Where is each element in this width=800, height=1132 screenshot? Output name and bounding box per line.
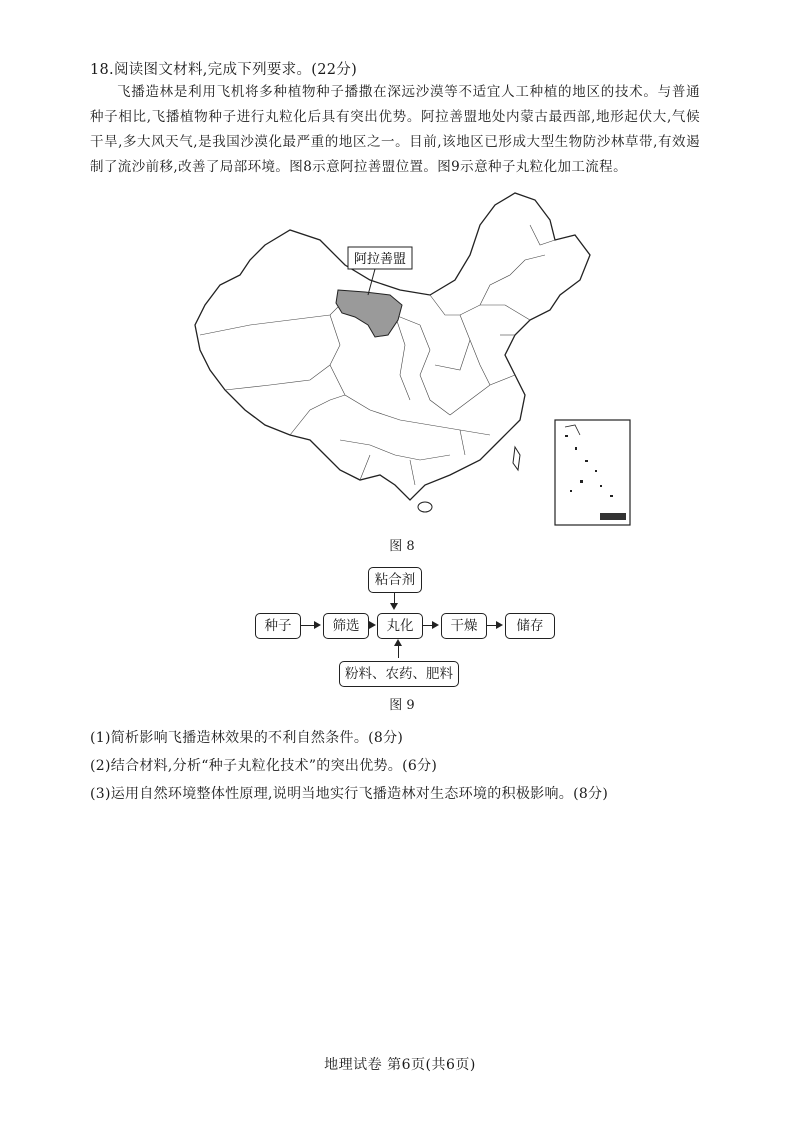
inset-scale-bar [600, 513, 626, 520]
alxa-label: 阿拉善盟 [353, 252, 407, 267]
flow-box-screening: 筛选 [323, 613, 369, 639]
arrow-binder-down [394, 593, 395, 608]
flow-box-drying: 干燥 [441, 613, 487, 639]
china-map-svg [170, 185, 650, 530]
flow-box-materials: 粉料、农药、肥料 [339, 661, 459, 687]
hainan-island [418, 502, 432, 512]
arrow-4 [487, 625, 501, 626]
arrow-2 [369, 625, 374, 626]
figure-8-caption: 图 8 [389, 539, 415, 554]
arrow-1 [301, 625, 319, 626]
taiwan-island [513, 447, 520, 470]
subquestion-1: (1)简析影响飞播造林效果的不利自然条件。(8分) [90, 730, 404, 746]
subquestion-3: (3)运用自然环境整体性原理,说明当地实行飞播造林对生态环境的积极影响。(8分) [90, 786, 609, 802]
flow-box-pelleting: 丸化 [377, 613, 423, 639]
question-heading: 18.阅读图文材料,完成下列要求。(22分) [90, 62, 358, 78]
page-footer: 地理试卷 第6页(共6页) [324, 1057, 476, 1073]
figure-9-caption: 图 9 [389, 698, 415, 713]
flow-box-binder: 粘合剂 [368, 567, 422, 593]
flow-box-seeds: 种子 [255, 613, 301, 639]
subquestion-2: (2)结合材料,分析“种子丸粒化技术”的突出优势。(6分) [90, 758, 438, 774]
figure-9-flowchart [255, 563, 565, 693]
arrow-3 [423, 625, 437, 626]
figure-8-map [170, 185, 650, 530]
arrow-materials-up [398, 641, 399, 658]
question-paragraph: 飞播造林是利用飞机将多种植物种子播撒在深远沙漠等不适宜人工种植的地区的技术。与普通种子相比,飞播植物种子进行丸粒化后具有突出优势。阿拉善盟地处内蒙古最西部,地形起伏大,气候干旱,多大风天气,是我国沙漠化最严重的地区之一。目前,该地区已形成大型生物防沙林草带,有效遏制了流沙前移,改善了局部环境。图8示意阿拉善盟位置。图9示意种子丸粒化加工流程。 [90, 84, 700, 175]
flow-box-storage: 储存 [505, 613, 555, 639]
